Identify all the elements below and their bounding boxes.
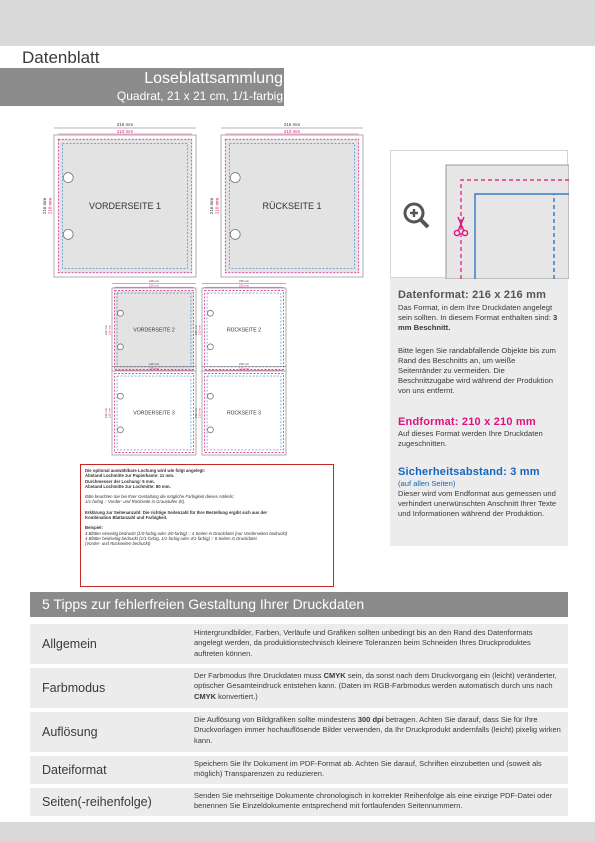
punch-hole [207, 393, 213, 399]
punch-hole [117, 393, 123, 399]
dimension-inner: 210 mm [148, 366, 160, 371]
punch-hole [63, 173, 73, 183]
punch-hole [117, 310, 123, 316]
note-line: (Vorder- und Rückseiten bedruckt) [85, 541, 151, 547]
tip-title: Allgemein [42, 637, 97, 651]
page-subtitle: Quadrat, 21 x 21 cm, 1/1-farbig [116, 89, 283, 103]
page-label: RÜCKSEITE 3 [226, 410, 262, 417]
sicherheit-sub: (auf allen Seiten) [398, 479, 456, 488]
tip-title: Auflösung [42, 725, 98, 739]
sicherheit-title: Sicherheitsabstand: 3 mm [398, 466, 540, 478]
dimension-outer: 216 mm [148, 362, 160, 366]
tip-row [30, 756, 568, 784]
tip-title: Farbmodus [42, 681, 106, 695]
note-line: Bitte beachten Sie bei Ihrer Gestaltung die mögliche Farbigkeit dieses Artikels: [85, 494, 235, 500]
page-sheet [194, 362, 286, 455]
dimension-inner: 210 mm [214, 197, 220, 215]
page-layout-diagram [40, 115, 370, 460]
tip-text: Der Farbmodus Ihre Druckdaten muss CMYK sein, da sonst nach dem Druckvorgang ein (leicht) veränderter, optischer Gesamteindruck entstehen kann. (Daten im RGB-Farbmodus werden automatisch durch uns nach CMYK konvertiert.) [194, 671, 557, 701]
dimension-inner: 210 mm [197, 407, 202, 419]
tip-row [30, 712, 568, 752]
punch-hole [230, 173, 240, 183]
dimension-outer: 216 mm [238, 362, 250, 366]
dimension-inner: 210 mm [197, 324, 202, 336]
format-preview-graphic [391, 151, 569, 279]
page-sheet [194, 279, 286, 372]
endformat-title: Endformat: 210 x 210 mm [398, 416, 536, 428]
punch-hole [230, 229, 240, 239]
page-label: VORDERSEITE 1 [88, 201, 162, 211]
tip-text: Senden Sie mehrseitige Dokumente chronologisch in korrekter Reihenfolge als eine einzige PDF-Datei oder benennen Sie Einzeldokumente entsprechend mit fortlaufenden Seitennummern. [194, 791, 553, 811]
note-line: Die optional auswählbare Lochung wird wie folgt angelegt: [85, 468, 206, 473]
dimension-inner: 210 mm [238, 366, 250, 371]
dimension-inner: 210 mm [238, 283, 250, 288]
page-label: RÜCKSEITE 1 [262, 201, 322, 211]
page-label: VORDERSEITE 2 [133, 327, 175, 334]
page-sheet [209, 122, 363, 277]
notes-box [80, 464, 334, 587]
dimension-outer: 216 mm [209, 197, 214, 215]
dimension-outer: 216 mm [104, 407, 108, 419]
dimension-inner: 210 mm [148, 283, 160, 288]
endformat-text: Auf dieses Format werden Ihre Druckdaten zugeschnitten. [398, 429, 543, 448]
document-label: Datenblatt [22, 48, 100, 67]
note-line: 4 Blätter einseitig bedruckt (1/0-farbig oder 4/0-farbig) :: 4 Seiten in Druckdatei (nur Vorderseiten bedruckt) [85, 530, 288, 536]
dimension-outer: 216 mm [148, 279, 160, 283]
note-line: Erklärung zur Seitenanzahl: Die richtige Seitenzahl für Ihre Bestellung ergibt sich aus der [85, 509, 268, 515]
datenformat-text-2: Bitte legen Sie randabfallende Objekte bis zum Rand des Beschnitts an, um weiße Seitenränder zu vermeiden. Die Beschnittzugabe wird während der Produktion von uns entfernt. [398, 346, 556, 395]
punch-hole [207, 344, 213, 350]
dimension-outer: 216 mm [116, 122, 134, 127]
dimension-inner: 210 mm [116, 129, 134, 134]
punch-hole [117, 344, 123, 350]
note-line: Abstand Lochmitte zur Lochmitte: 80 mm. [85, 483, 171, 489]
tip-row [30, 624, 568, 664]
page-sheet [42, 122, 196, 277]
note-line: Kombination Blattanzahl und Farbigkeit. [85, 515, 168, 521]
page-sheet [104, 362, 196, 455]
dimension-inner: 210 mm [47, 197, 53, 215]
datenformat-text: Das Format, in dem Ihre Druckdaten angelegt sein sollten. In diesem Format enthalten sind: 3 mm Beschnitt. [398, 303, 558, 332]
format-preview [390, 150, 568, 278]
punch-hole [207, 310, 213, 316]
dimension-outer: 216 mm [104, 324, 108, 336]
page-label: VORDERSEITE 3 [133, 410, 175, 417]
page-label: RÜCKSEITE 2 [226, 327, 262, 334]
tip-text: Hintergrundbilder, Farben, Verläufe und Grafiken sollten unbedingt bis an den Rand des Datenformats angelegt werden, da produktionstechnisch kleinere Toleranzen beim Schneiden Ihres Druckproduktes auftreten können. [194, 628, 533, 658]
tip-row [30, 788, 568, 816]
note-line: Abstand Lochmitte zur Papierkante: 11 mm. [85, 473, 175, 479]
dimension-outer: 216 mm [283, 122, 301, 127]
tips-heading: 5 Tipps zur fehlerfreien Gestaltung Ihrer Druckdaten [42, 596, 365, 612]
punch-hole [207, 427, 213, 433]
dimension-inner: 210 mm [283, 129, 301, 134]
punch-hole [63, 229, 73, 239]
datenformat-bold: 3 mm Beschnitt. [398, 313, 558, 332]
dimension-outer: 216 mm [194, 324, 198, 336]
tips-header-bar [30, 592, 568, 617]
dimension-outer: 216 mm [42, 197, 47, 215]
page-title: Loseblattsammlung [144, 70, 283, 87]
note-line: Durchmesser der Lochung: 6 mm. [85, 478, 155, 484]
dimension-outer: 216 mm [194, 407, 198, 419]
page-sheet [104, 279, 196, 372]
punch-hole [117, 427, 123, 433]
tip-title: Seiten(-reihenfolge) [42, 795, 152, 809]
note-line: 4 Blätter beidseitig bedruckt (1/1-farbig, 1/1-farbig oder 4/1-farbig) :: 8 Seiten in Druckdatei [85, 535, 257, 541]
sicherheit-text: Dieser wird vom Endformat aus gemessen und verhindert unerwünschten Anschnitt Ihrer Texte und Informationen während der Produktion. [398, 489, 557, 518]
tip-row [30, 668, 568, 708]
tip-text: Die Auflösung von Bildgrafiken sollte mindestens 300 dpi betragen. Achten Sie darauf, dass Sie für Ihre Druckvorlagen immer hochauflösende Bilder verwenden, da Ihr Druckprodukt andernfalls (leicht) pixelig wirken kann. [194, 715, 561, 745]
note-line: 1/1-farbig :: Vorder- und Rückseite in Graustufen (K). [85, 499, 186, 505]
tip-text: Speichern Sie Ihr Dokument im PDF-Format ab. Achten Sie darauf, Schriften einzubetten und (soweit als möglich) Transparenzen zu reduzieren. [194, 759, 542, 779]
top-band [0, 0, 595, 46]
datenformat-title: Datenformat: 216 x 216 mm [398, 289, 547, 301]
note-line: Beispiel: [85, 525, 103, 531]
tip-title: Dateiformat [42, 763, 107, 777]
dimension-inner: 210 mm [107, 324, 112, 336]
zoom-icon [405, 204, 428, 227]
bottom-band [0, 822, 595, 842]
dimension-outer: 216 mm [238, 279, 250, 283]
dimension-inner: 210 mm [107, 407, 112, 419]
